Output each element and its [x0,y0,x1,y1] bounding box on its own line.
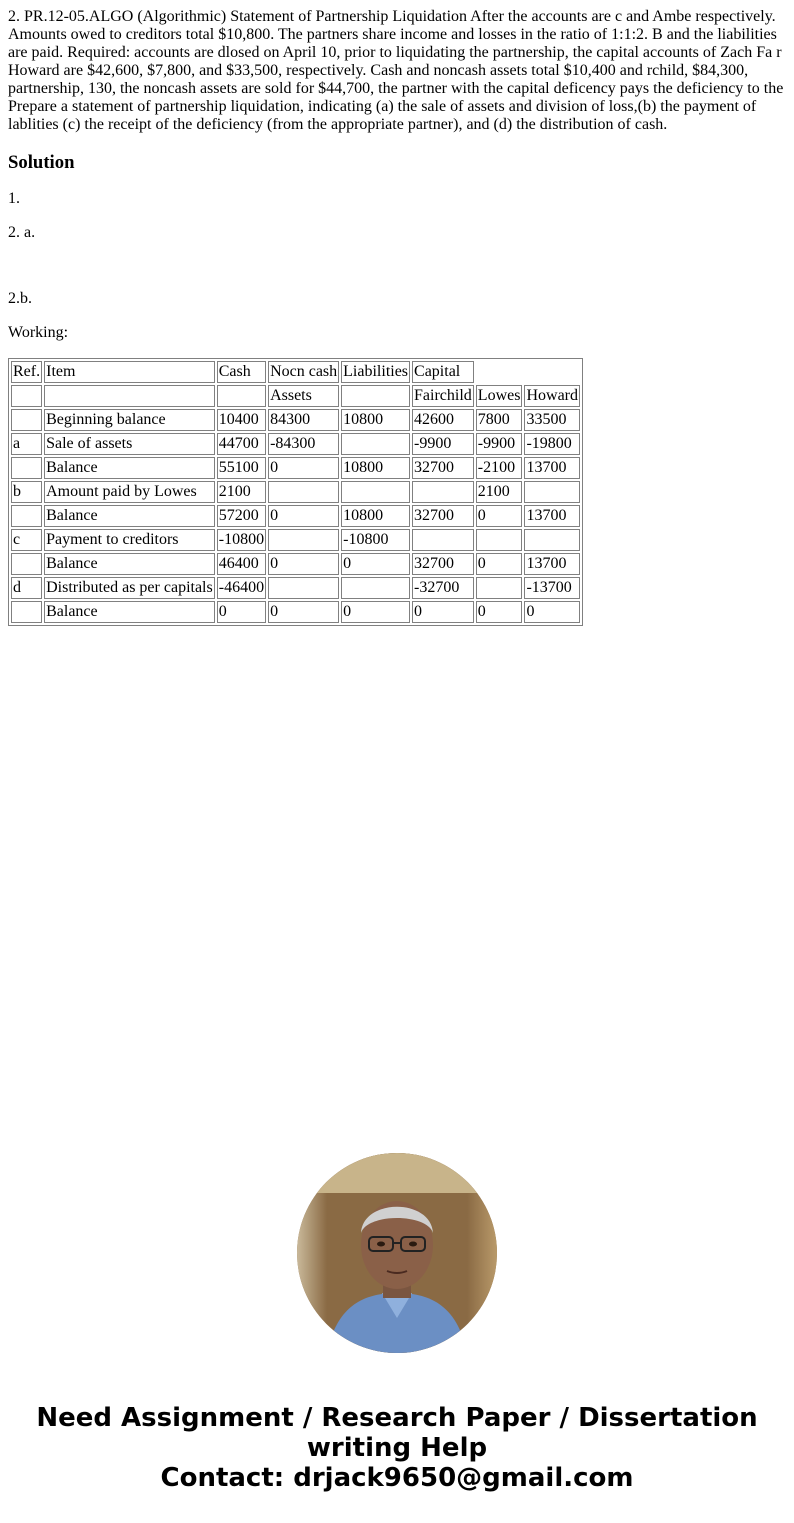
cell-fairchild [412,481,474,503]
liquidation-table [8,358,583,626]
cell-ref: b [11,481,42,503]
cell-ref: a [11,433,42,455]
cell-cash: 55100 [217,457,266,479]
cell-liabilities: 10800 [341,457,410,479]
table-header-row-1 [11,361,580,383]
cell-liabilities: 10800 [341,505,410,527]
solution-heading: Solution [8,152,75,173]
cell-howard: -19800 [524,433,580,455]
cell-lowes: 2100 [476,481,523,503]
header2-liabilities [341,385,410,407]
cell-cash: 10400 [217,409,266,431]
cell-cash: -46400 [217,577,266,599]
cell-item: Balance [44,553,215,575]
cell-noncash: 0 [268,553,339,575]
cell-howard [524,481,580,503]
person-portrait-icon [297,1153,497,1353]
cell-liabilities: 0 [341,553,410,575]
cell-liabilities: 0 [341,601,410,623]
cell-fairchild: 32700 [412,457,474,479]
cell-ref [11,409,42,431]
header2-lowes: Lowes [476,385,523,407]
blank-spacer [8,242,786,274]
cell-item: Payment to creditors [44,529,215,551]
cell-noncash: 0 [268,505,339,527]
cell-howard: 13700 [524,505,580,527]
table-row [11,409,580,431]
cell-item: Balance [44,601,215,623]
cell-fairchild: 32700 [412,505,474,527]
cell-ref: d [11,577,42,599]
cell-fairchild: 32700 [412,553,474,575]
cell-howard: 33500 [524,409,580,431]
cell-noncash: 0 [268,601,339,623]
cell-liabilities [341,481,410,503]
table-row [11,553,580,575]
cell-noncash [268,481,339,503]
table-row [11,481,580,503]
table-row [11,601,580,623]
cell-lowes: -2100 [476,457,523,479]
cell-cash: 2100 [217,481,266,503]
cell-item: Balance [44,505,215,527]
header-noncash: Nocn cash [268,361,339,383]
table-row [11,529,580,551]
cell-liabilities [341,433,410,455]
working-label: Working: [8,324,69,341]
cell-fairchild: 0 [412,601,474,623]
header2-fairchild: Fairchild [412,385,474,407]
cell-fairchild: -9900 [412,433,474,455]
cell-liabilities: -10800 [341,529,410,551]
cell-fairchild: 42600 [412,409,474,431]
header2-ref [11,385,42,407]
cell-ref: c [11,529,42,551]
cell-noncash: 84300 [268,409,339,431]
cell-ref [11,601,42,623]
header-empty [476,361,523,383]
cell-cash: -10800 [217,529,266,551]
page-content [0,0,794,626]
header2-howard: Howard [524,385,580,407]
cell-fairchild [412,529,474,551]
cell-lowes: 0 [476,505,523,527]
cell-lowes [476,577,523,599]
header-ref: Ref. [11,361,42,383]
header-cash: Cash [217,361,266,383]
cell-noncash: -84300 [268,433,339,455]
cell-item: Sale of assets [44,433,215,455]
cell-ref [11,457,42,479]
header2-item [44,385,215,407]
cell-howard: -13700 [524,577,580,599]
cell-liabilities [341,577,410,599]
cell-cash: 44700 [217,433,266,455]
cell-item: Balance [44,457,215,479]
cell-liabilities: 10800 [341,409,410,431]
cell-howard [524,529,580,551]
cell-lowes: -9900 [476,433,523,455]
table-row [11,577,580,599]
cell-item: Amount paid by Lowes [44,481,215,503]
step-2a-label: 2. a. [8,224,36,241]
cell-lowes: 0 [476,601,523,623]
question-text: 2. PR.12-05.ALGO (Algorithmic) Statement of Partnership Liquidation After the accounts are c and Ambe respectively. Amounts owed to creditors total $10,800. The partners share income and losses in the ratio of 1:1:2. B and the liabilities are paid. Required: accounts are dlosed on April 10, prior to liquidating the partnership, the capital accounts of Zach Fa r Howard are $42,600, $7,800, and $33,500, respectively. Cash and noncash assets total $10,400 and rchild, $84,300, partnership, 130, the noncash assets are sold for $44,700, the partner with the capital deficency pays the deficiency to the Prepare a statement of partnership liquidation, indicating (a) the sale of assets and division of loss,(b) the payment of lablities (c) the receipt of the deficiency (from the appropriate partner), and (d) the distribution of cash. [8,8,784,133]
step-2b-label: 2.b. [8,290,32,307]
cell-item: Distributed as per capitals [44,577,215,599]
header-empty [524,361,580,383]
cell-cash: 0 [217,601,266,623]
footer-contact: Contact: drjack9650@gmail.com [160,1463,634,1493]
cell-ref [11,553,42,575]
table-header-row-2 [11,385,580,407]
cell-cash: 57200 [217,505,266,527]
header-capital: Capital [412,361,474,383]
table-row [11,433,580,455]
header2-noncash: Assets [268,385,339,407]
footer-line-1: Need Assignment / Research Paper / Dissertation [36,1403,758,1433]
step-1-label: 1. [8,190,20,207]
header2-cash [217,385,266,407]
cell-cash: 46400 [217,553,266,575]
cell-item: Beginning balance [44,409,215,431]
footer-advertisement [0,1403,794,1493]
cell-lowes: 7800 [476,409,523,431]
cell-lowes: 0 [476,553,523,575]
cell-ref [11,505,42,527]
footer-line-2: writing Help [306,1433,488,1463]
cell-noncash [268,529,339,551]
cell-lowes [476,529,523,551]
header-liabilities: Liabilities [341,361,410,383]
header-item: Item [44,361,215,383]
cell-howard: 13700 [524,457,580,479]
table-row [11,457,580,479]
cell-noncash: 0 [268,457,339,479]
cell-howard: 0 [524,601,580,623]
cell-howard: 13700 [524,553,580,575]
table-row [11,505,580,527]
cell-noncash [268,577,339,599]
cell-fairchild: -32700 [412,577,474,599]
